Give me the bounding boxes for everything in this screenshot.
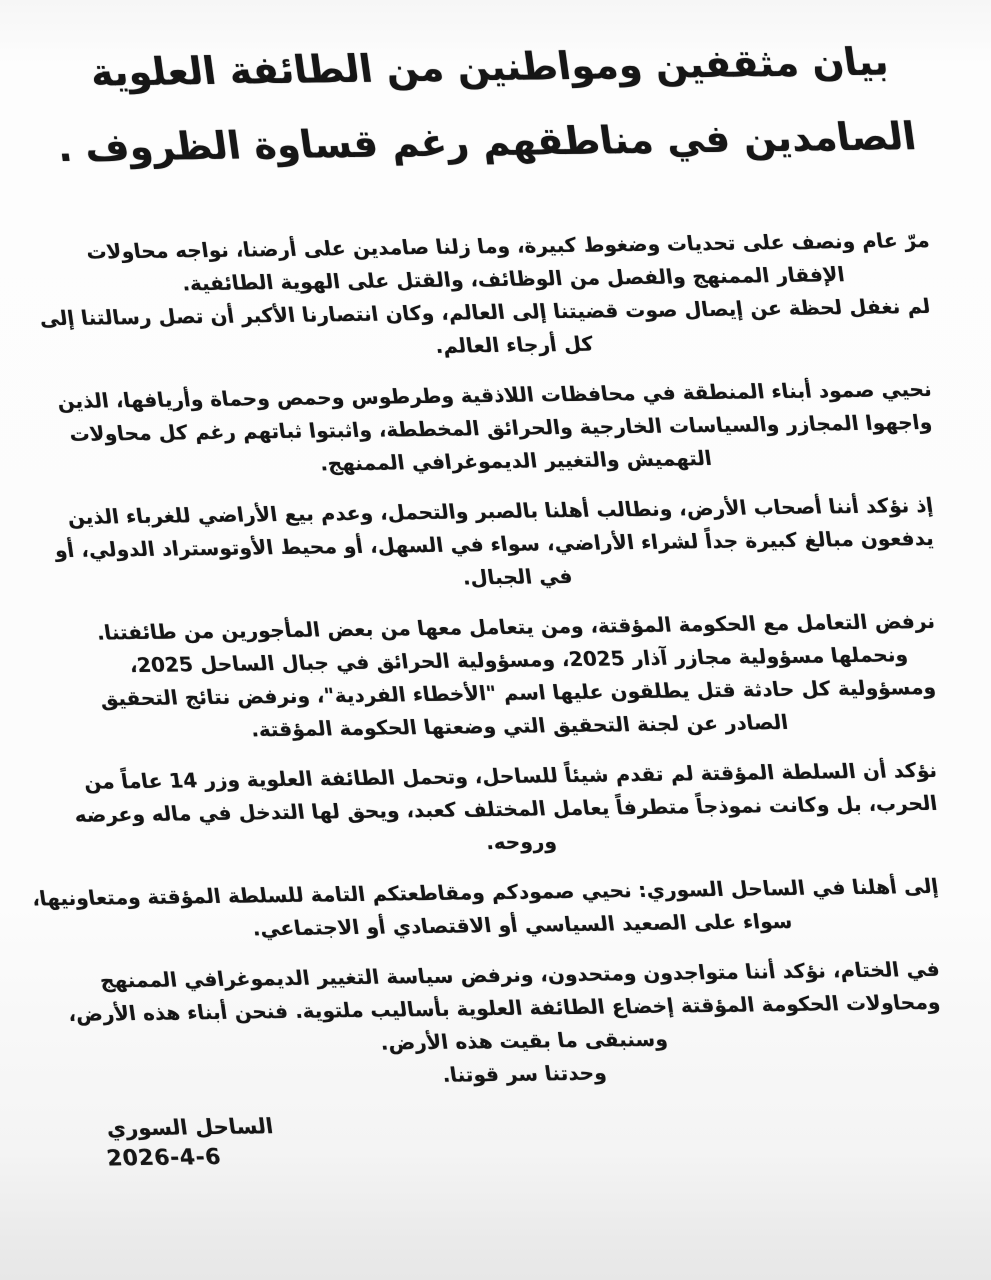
paragraph-2 (55, 373, 934, 484)
text-line: وسنبقى ما بقيت هذه الأرض. (378, 1026, 669, 1055)
text-line: كل أرجاء العالم. (433, 331, 595, 358)
text-line: ونحملها مسؤولية مجازر آذار 2025، ومسؤولية الحرائق في جبال الساحل 2025، (127, 642, 910, 678)
paragraph-1 (37, 224, 932, 368)
statement-body (0, 223, 991, 1098)
text-line: وروحه. (484, 829, 558, 855)
text-line: لم نغفل لحظة عن إيصال صوت قضيتنا إلى العالم، وكان انتصارنا الأكبر أن تصل رسالتنا إلى (37, 293, 932, 331)
paragraph-3 (53, 489, 935, 600)
title-line-1: بيان مثقفين ومواطنين من الطائفة العلوية (87, 39, 891, 95)
text-line: في الختام، نؤكد أننا متواجدون ومتحدون، ونرفض سياسة التغيير الديموغرافي الممنهج (98, 956, 942, 993)
text-line: نرفض التعامل مع الحكومة المؤقتة، ومن يتعامل معها من بعض المأجورين من طائفتنا. (94, 608, 937, 645)
statement-title (54, 24, 919, 186)
text-line: الصادر عن لجنة التحقيق التي وضعتها الحكومة المؤقتة. (249, 709, 790, 742)
text-line: إلى أهلنا في الساحل السوري: نحيي صمودكم ومقاطعتكم التامة للسلطة المؤقتة ومتعاونيها، (30, 873, 940, 911)
text-line: ومحاولات الحكومة المؤقتة إخضاع الطائفة العلوية بأساليب ملتوية. فنحن أبناء هذه الأرض، (66, 989, 942, 1026)
paragraph-6 (30, 870, 940, 948)
paragraph-5 (72, 754, 939, 865)
text-line: ومسؤولية كل حادثة قتل يطلقون عليها اسم "الأخطاء الفردية"، ونرفض نتائج التحقيق (98, 674, 938, 711)
text-line: واجهوا المجازر والسياسات الخارجية والحرائق المخططة، واثبتوا ثباتهم رغم كل محاولات (67, 409, 934, 446)
text-line: نحيي صمود أبناء المنطقة في محافظات اللاذقية وطرطوس وحمص وحماة وأريافها، الذين (55, 376, 933, 414)
text-line: مرّ عام ونصف على تحديات وضغوط كبيرة، وما زلنا صامدين على أرضنا، نواجه محاولات (84, 227, 931, 264)
signature-date: 2026-4-6 (105, 1144, 223, 1172)
text-line: الإفقار الممنهج والفصل من الوظائف، والقتل على الهوية الطائفية. (180, 262, 846, 296)
paragraph-4 (94, 605, 938, 749)
text-line: التهميش والتغيير الديموغرافي الممنهج. (318, 445, 714, 476)
text-line: يدفعون مبالغ كبيرة جداً لشراء الأراضي، سواء في السهل، أو محيط الأوتوستراد الدولي، أو (53, 525, 935, 563)
text-line: نؤكد أن السلطة المؤقتة لم تقدم شيئاً للساحل، وتحمل الطائفة العلوية وزر 14 عاماً من (82, 757, 939, 794)
signature-block (8, 1101, 991, 1177)
paragraph-7 (66, 953, 942, 1097)
text-line: وحدتنا سر قوتنا. (440, 1060, 608, 1087)
text-line: في الجبال. (460, 563, 574, 590)
text-line: سواء على الصعيد السياسي أو الاقتصادي أو الاجتماعي. (250, 908, 794, 941)
text-line: إذ نؤكد أننا أصحاب الأرض، ونطالب أهلنا بالصبر والتحمل، وعدم بيع الأراضي للغرباء الذين (65, 492, 935, 529)
title-line-2: الصامدين في مناطقهم رغم قساوة الظروف . (54, 114, 919, 171)
signature-name: الساحل السوري (104, 1114, 275, 1141)
text-line: الحرب، بل وكانت نموذجاً متطرفاً يعامل المختلف كعبد، ويحق لها التدخل في ماله وعرضه (72, 790, 939, 827)
